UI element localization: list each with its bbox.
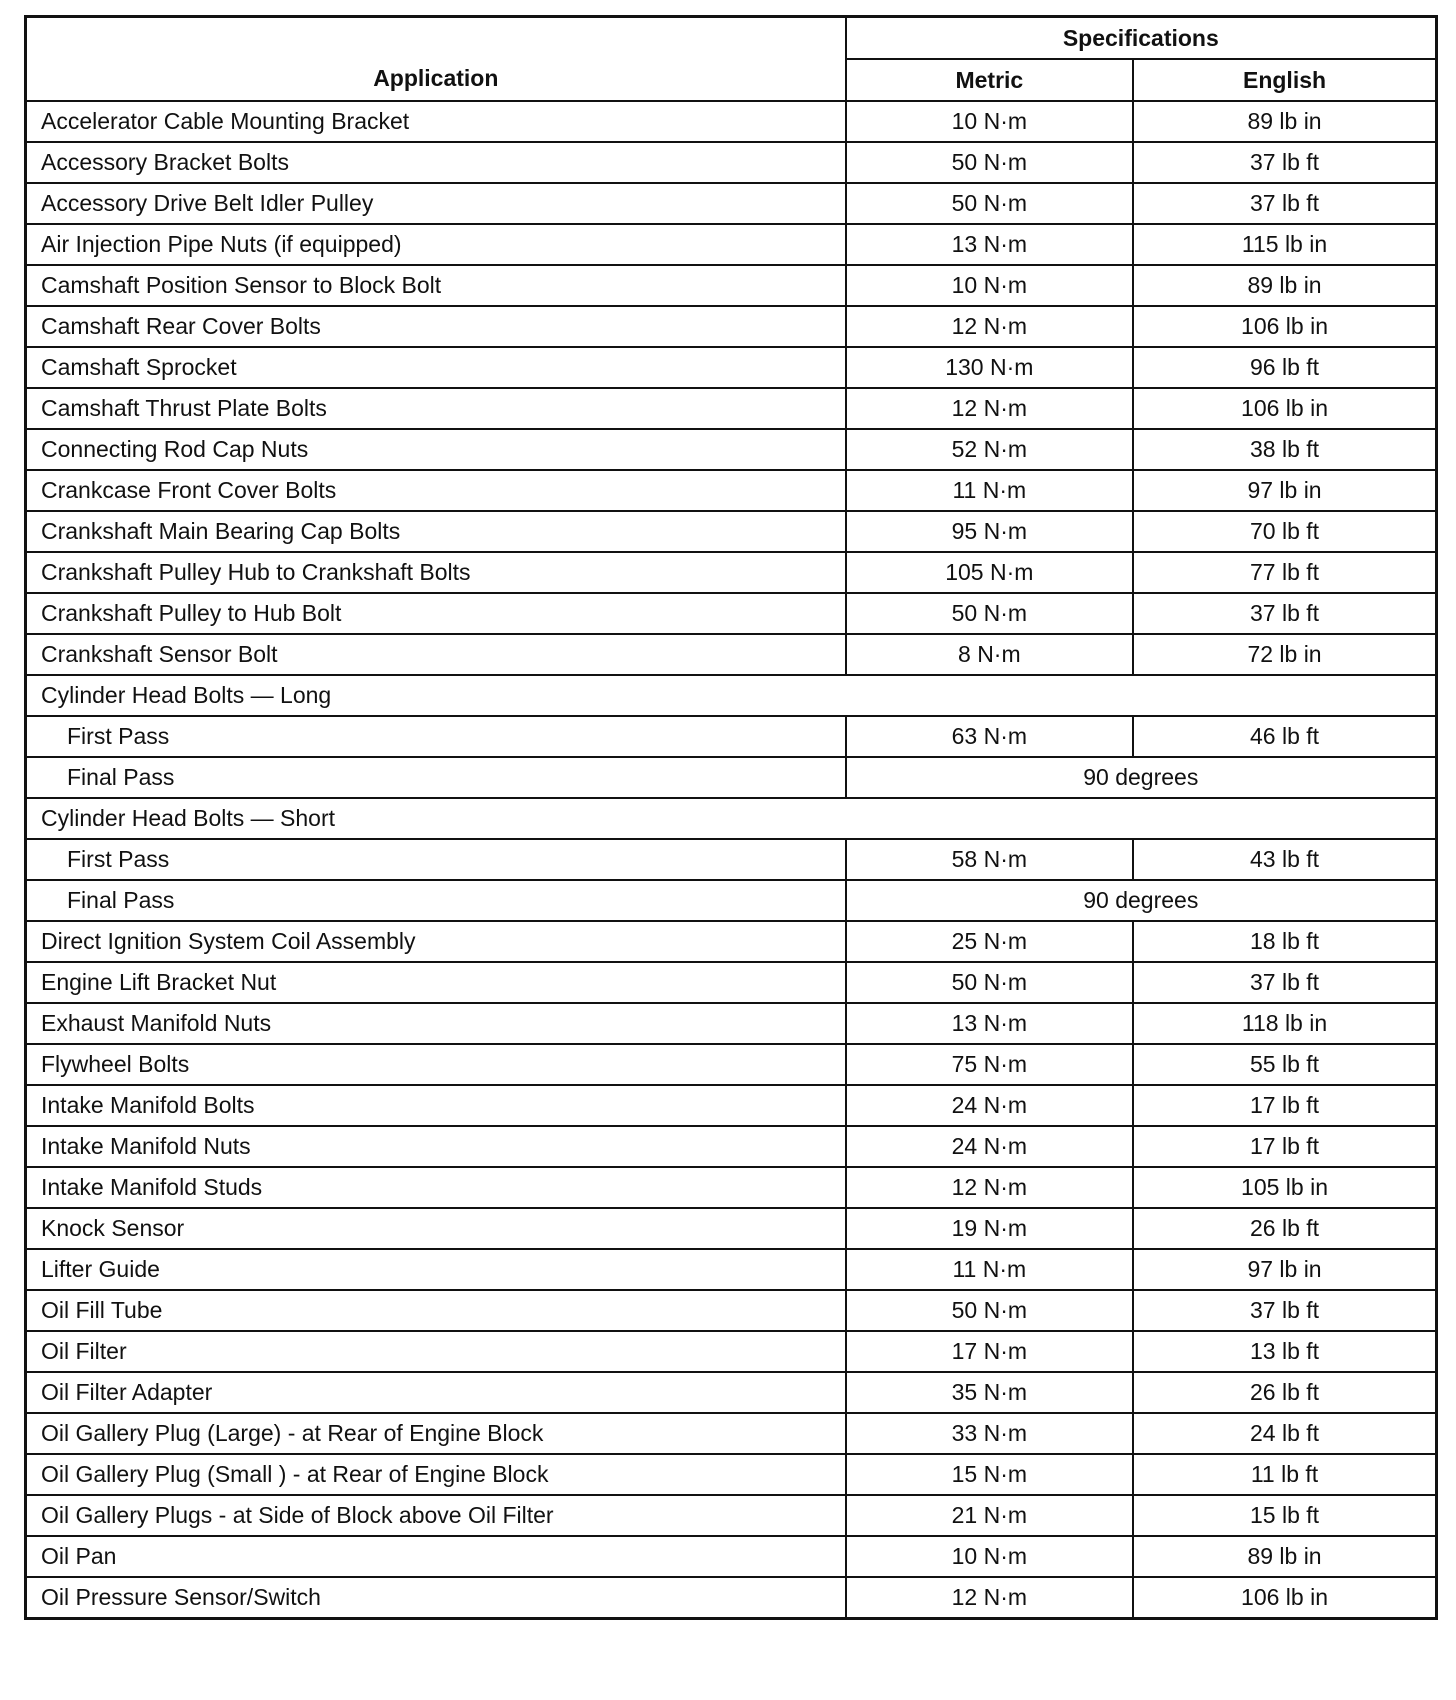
application-cell: Oil Filter bbox=[26, 1331, 846, 1372]
application-cell: Camshaft Rear Cover Bolts bbox=[26, 306, 846, 347]
english-cell: 97 lb in bbox=[1133, 1249, 1436, 1290]
application-cell: Crankshaft Pulley Hub to Crankshaft Bolts bbox=[26, 552, 846, 593]
metric-cell: 10 N·m bbox=[846, 101, 1133, 142]
english-cell: 24 lb ft bbox=[1133, 1413, 1436, 1454]
application-cell: First Pass bbox=[26, 716, 846, 757]
table-row bbox=[26, 716, 1437, 757]
english-cell: 37 lb ft bbox=[1133, 593, 1436, 634]
table-row bbox=[26, 470, 1437, 511]
table-row bbox=[26, 511, 1437, 552]
metric-cell: 75 N·m bbox=[846, 1044, 1133, 1085]
english-cell: 37 lb ft bbox=[1133, 183, 1436, 224]
group-label-cell: Cylinder Head Bolts — Short bbox=[26, 798, 1437, 839]
english-cell: 96 lb ft bbox=[1133, 347, 1436, 388]
metric-cell: 130 N·m bbox=[846, 347, 1133, 388]
application-cell: Crankshaft Pulley to Hub Bolt bbox=[26, 593, 846, 634]
application-cell: Camshaft Position Sensor to Block Bolt bbox=[26, 265, 846, 306]
table-row bbox=[26, 142, 1437, 183]
metric-cell: 58 N·m bbox=[846, 839, 1133, 880]
spec-combined-cell: 90 degrees bbox=[846, 880, 1437, 921]
application-cell: Oil Gallery Plug (Large) - at Rear of Engine Block bbox=[26, 1413, 846, 1454]
metric-cell: 24 N·m bbox=[846, 1085, 1133, 1126]
english-cell: 43 lb ft bbox=[1133, 839, 1436, 880]
table-row bbox=[26, 1536, 1437, 1577]
table-row bbox=[26, 962, 1437, 1003]
application-cell: Accessory Drive Belt Idler Pulley bbox=[26, 183, 846, 224]
metric-cell: 12 N·m bbox=[846, 306, 1133, 347]
torque-specifications-table bbox=[24, 15, 1438, 1620]
english-cell: 38 lb ft bbox=[1133, 429, 1436, 470]
metric-cell: 50 N·m bbox=[846, 593, 1133, 634]
english-cell: 89 lb in bbox=[1133, 1536, 1436, 1577]
application-cell: Flywheel Bolts bbox=[26, 1044, 846, 1085]
application-cell: First Pass bbox=[26, 839, 846, 880]
application-cell: Crankcase Front Cover Bolts bbox=[26, 470, 846, 511]
metric-cell: 105 N·m bbox=[846, 552, 1133, 593]
english-cell: 89 lb in bbox=[1133, 265, 1436, 306]
english-cell: 18 lb ft bbox=[1133, 921, 1436, 962]
english-cell: 105 lb in bbox=[1133, 1167, 1436, 1208]
english-cell: 106 lb in bbox=[1133, 1577, 1436, 1619]
metric-cell: 95 N·m bbox=[846, 511, 1133, 552]
metric-cell: 50 N·m bbox=[846, 962, 1133, 1003]
english-cell: 77 lb ft bbox=[1133, 552, 1436, 593]
spec-combined-cell: 90 degrees bbox=[846, 757, 1437, 798]
table-row bbox=[26, 634, 1437, 675]
metric-cell: 8 N·m bbox=[846, 634, 1133, 675]
english-cell: 26 lb ft bbox=[1133, 1372, 1436, 1413]
application-cell: Crankshaft Main Bearing Cap Bolts bbox=[26, 511, 846, 552]
table-row bbox=[26, 552, 1437, 593]
application-cell: Oil Gallery Plugs - at Side of Block above Oil Filter bbox=[26, 1495, 846, 1536]
metric-cell: 19 N·m bbox=[846, 1208, 1133, 1249]
application-cell: Camshaft Sprocket bbox=[26, 347, 846, 388]
table-row bbox=[26, 388, 1437, 429]
table-row bbox=[26, 1454, 1437, 1495]
application-cell: Knock Sensor bbox=[26, 1208, 846, 1249]
metric-cell: 13 N·m bbox=[846, 224, 1133, 265]
table-group-row bbox=[26, 798, 1437, 839]
table-row bbox=[26, 1208, 1437, 1249]
english-cell: 70 lb ft bbox=[1133, 511, 1436, 552]
application-cell: Intake Manifold Studs bbox=[26, 1167, 846, 1208]
application-cell: Connecting Rod Cap Nuts bbox=[26, 429, 846, 470]
metric-cell: 17 N·m bbox=[846, 1331, 1133, 1372]
metric-cell: 25 N·m bbox=[846, 921, 1133, 962]
metric-cell: 24 N·m bbox=[846, 1126, 1133, 1167]
table-row bbox=[26, 224, 1437, 265]
table-group-row bbox=[26, 675, 1437, 716]
group-label-cell: Cylinder Head Bolts — Long bbox=[26, 675, 1437, 716]
metric-header: Metric bbox=[846, 59, 1133, 101]
table-row bbox=[26, 1085, 1437, 1126]
metric-cell: 35 N·m bbox=[846, 1372, 1133, 1413]
application-cell: Oil Gallery Plug (Small ) - at Rear of Engine Block bbox=[26, 1454, 846, 1495]
application-cell: Air Injection Pipe Nuts (if equipped) bbox=[26, 224, 846, 265]
application-cell: Engine Lift Bracket Nut bbox=[26, 962, 846, 1003]
metric-cell: 12 N·m bbox=[846, 1577, 1133, 1619]
english-header: English bbox=[1133, 59, 1436, 101]
application-cell: Camshaft Thrust Plate Bolts bbox=[26, 388, 846, 429]
metric-cell: 12 N·m bbox=[846, 1167, 1133, 1208]
application-cell: Exhaust Manifold Nuts bbox=[26, 1003, 846, 1044]
table-row bbox=[26, 921, 1437, 962]
application-cell: Final Pass bbox=[26, 757, 846, 798]
application-cell: Oil Fill Tube bbox=[26, 1290, 846, 1331]
application-cell: Intake Manifold Bolts bbox=[26, 1085, 846, 1126]
metric-cell: 50 N·m bbox=[846, 1290, 1133, 1331]
english-cell: 11 lb ft bbox=[1133, 1454, 1436, 1495]
english-cell: 13 lb ft bbox=[1133, 1331, 1436, 1372]
table-row bbox=[26, 839, 1437, 880]
table-row bbox=[26, 880, 1437, 921]
application-cell: Direct Ignition System Coil Assembly bbox=[26, 921, 846, 962]
application-cell: Oil Pan bbox=[26, 1536, 846, 1577]
metric-cell: 50 N·m bbox=[846, 183, 1133, 224]
application-cell: Intake Manifold Nuts bbox=[26, 1126, 846, 1167]
metric-cell: 33 N·m bbox=[846, 1413, 1133, 1454]
english-cell: 106 lb in bbox=[1133, 306, 1436, 347]
table-row bbox=[26, 1003, 1437, 1044]
application-cell: Final Pass bbox=[26, 880, 846, 921]
english-cell: 37 lb ft bbox=[1133, 962, 1436, 1003]
english-cell: 37 lb ft bbox=[1133, 1290, 1436, 1331]
metric-cell: 50 N·m bbox=[846, 142, 1133, 183]
english-cell: 89 lb in bbox=[1133, 101, 1436, 142]
table-row bbox=[26, 1331, 1437, 1372]
application-cell: Accelerator Cable Mounting Bracket bbox=[26, 101, 846, 142]
table-row bbox=[26, 1495, 1437, 1536]
english-cell: 17 lb ft bbox=[1133, 1085, 1436, 1126]
english-cell: 72 lb in bbox=[1133, 634, 1436, 675]
table-row bbox=[26, 593, 1437, 634]
table-row bbox=[26, 1249, 1437, 1290]
table-row bbox=[26, 1126, 1437, 1167]
english-cell: 37 lb ft bbox=[1133, 142, 1436, 183]
table-row bbox=[26, 1290, 1437, 1331]
table-row bbox=[26, 101, 1437, 142]
application-cell: Lifter Guide bbox=[26, 1249, 846, 1290]
table-row bbox=[26, 1577, 1437, 1619]
table-row bbox=[26, 1044, 1437, 1085]
english-cell: 15 lb ft bbox=[1133, 1495, 1436, 1536]
metric-cell: 11 N·m bbox=[846, 1249, 1133, 1290]
specifications-header: Specifications bbox=[846, 17, 1437, 60]
table-row bbox=[26, 265, 1437, 306]
english-cell: 55 lb ft bbox=[1133, 1044, 1436, 1085]
english-cell: 118 lb in bbox=[1133, 1003, 1436, 1044]
english-cell: 106 lb in bbox=[1133, 388, 1436, 429]
metric-cell: 10 N·m bbox=[846, 265, 1133, 306]
english-cell: 115 lb in bbox=[1133, 224, 1436, 265]
metric-cell: 15 N·m bbox=[846, 1454, 1133, 1495]
metric-cell: 13 N·m bbox=[846, 1003, 1133, 1044]
english-cell: 26 lb ft bbox=[1133, 1208, 1436, 1249]
metric-cell: 21 N·m bbox=[846, 1495, 1133, 1536]
application-cell: Oil Pressure Sensor/Switch bbox=[26, 1577, 846, 1619]
application-cell: Oil Filter Adapter bbox=[26, 1372, 846, 1413]
table-row bbox=[26, 183, 1437, 224]
metric-cell: 12 N·m bbox=[846, 388, 1133, 429]
table-row bbox=[26, 1167, 1437, 1208]
table-row bbox=[26, 306, 1437, 347]
english-cell: 97 lb in bbox=[1133, 470, 1436, 511]
metric-cell: 10 N·m bbox=[846, 1536, 1133, 1577]
table-row bbox=[26, 429, 1437, 470]
application-cell: Accessory Bracket Bolts bbox=[26, 142, 846, 183]
application-cell: Crankshaft Sensor Bolt bbox=[26, 634, 846, 675]
metric-cell: 63 N·m bbox=[846, 716, 1133, 757]
metric-cell: 52 N·m bbox=[846, 429, 1133, 470]
table-row bbox=[26, 1413, 1437, 1454]
table-row bbox=[26, 757, 1437, 798]
metric-cell: 11 N·m bbox=[846, 470, 1133, 511]
table-row bbox=[26, 347, 1437, 388]
english-cell: 46 lb ft bbox=[1133, 716, 1436, 757]
table-row bbox=[26, 1372, 1437, 1413]
english-cell: 17 lb ft bbox=[1133, 1126, 1436, 1167]
application-header: Application bbox=[26, 17, 846, 102]
